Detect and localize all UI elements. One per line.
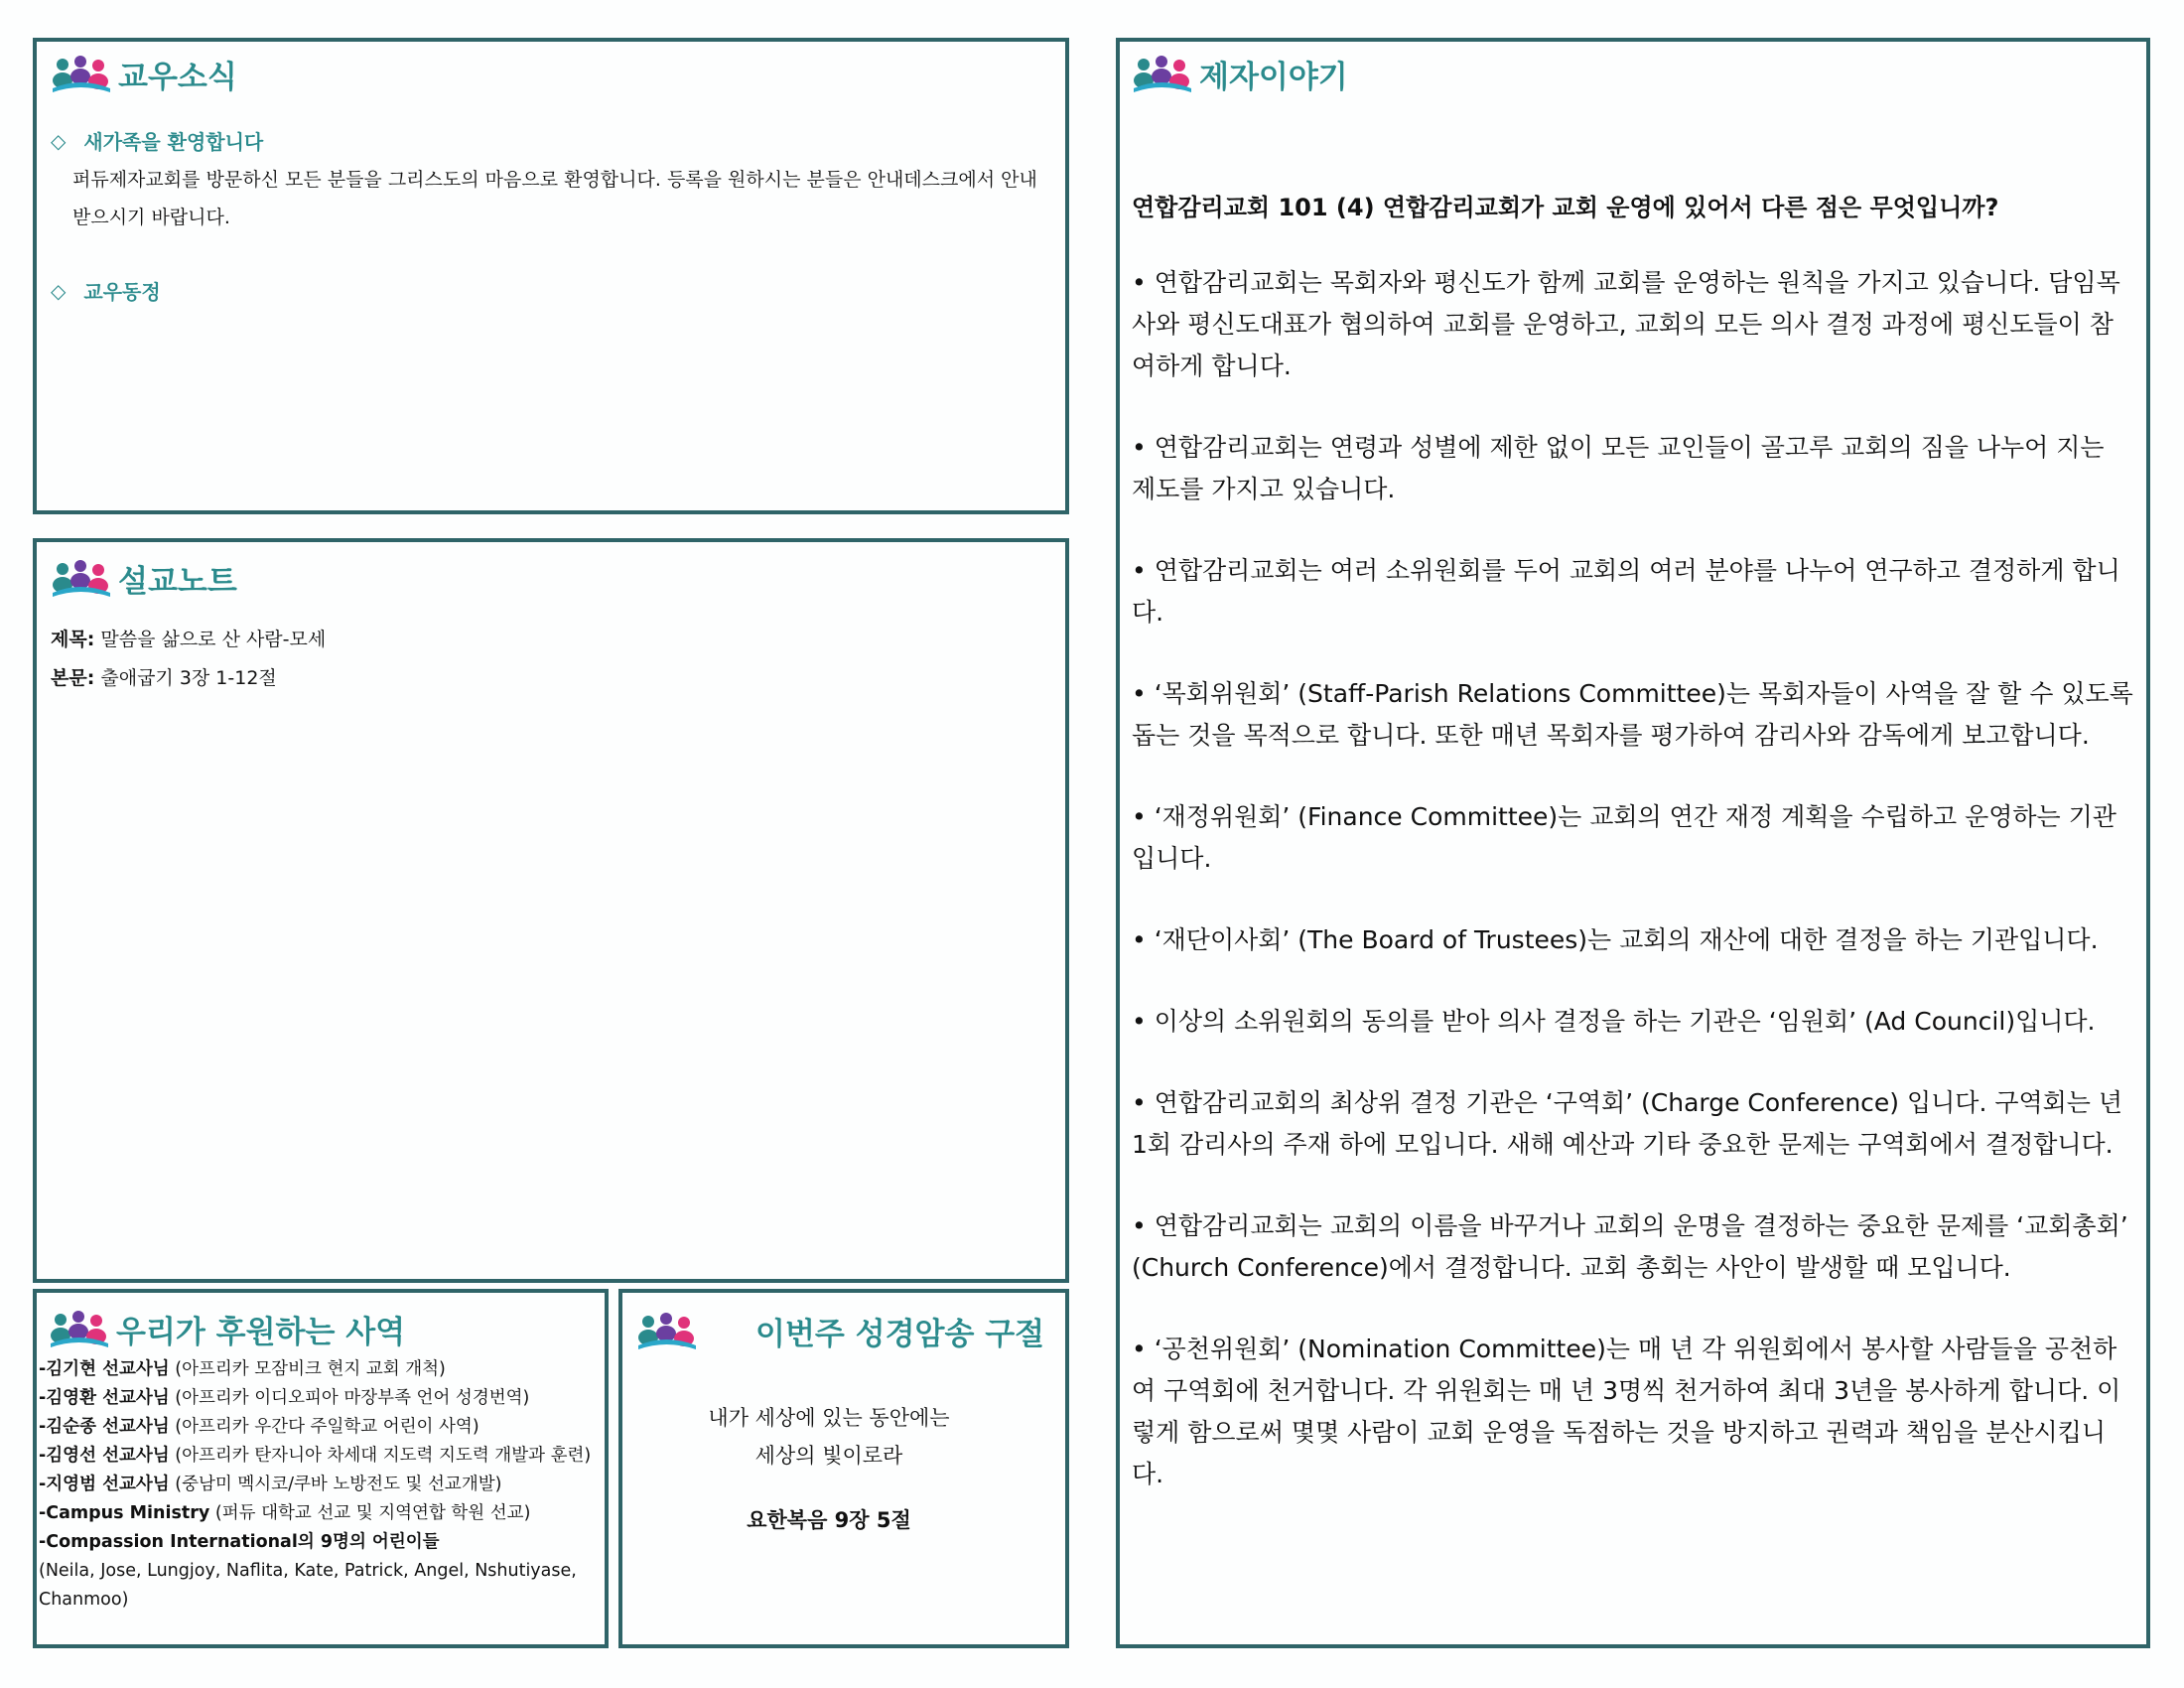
list-item: -김영선 선교사님 (아프리카 탄자니아 차세대 지도력 지도력 개발과 훈련) xyxy=(39,1446,592,1466)
sermon-subject xyxy=(51,621,1051,659)
sermon-subject-value: 말씀을 삶으로 산 사람-모세 xyxy=(100,629,327,650)
people-logo-icon xyxy=(636,1312,698,1351)
church-news-heading xyxy=(51,52,1051,96)
sermon-note-heading xyxy=(51,556,1051,601)
story-paragraph: • 연합감리교회는 연령과 성별에 제한 없이 모든 교인들이 골고루 교회의 짐을 나누어 지는 제도를 가지고 있습니다. xyxy=(1132,433,2105,503)
sermon-text xyxy=(51,659,1051,698)
welcome-heading xyxy=(51,126,1051,155)
people-logo-icon xyxy=(51,55,112,94)
ministries-heading xyxy=(37,1307,605,1351)
story-paragraph: • ‘목회위원회’ (Staff-Parish Relations Committee)는 목회자들이 사역을 잘 할 수 있도록 돕는 것을 목적으로 합니다. 또한 매년 목회자를 평가하여 감리사와 감독에게 보고합니다. xyxy=(1132,679,2133,750)
memory-verse-text xyxy=(636,1399,1051,1475)
memory-verse-heading xyxy=(636,1309,1051,1353)
verse-line-1: 내가 세상에 있는 동안에는 xyxy=(708,1406,950,1430)
story-paragraph: • 연합감리교회의 최상위 결정 기관은 ‘구역회’ (Charge Conference) 입니다. 구역회는 년 1회 감리사의 주재 하에 모입니다. 새해 예산과 기타 중요한 문제는 구역회에서 결정합니다. xyxy=(1132,1088,2123,1159)
list-item: -김기현 선교사님 (아프리카 모잠비크 현지 교회 개척) xyxy=(39,1359,446,1379)
sermon-note-panel xyxy=(33,538,1069,1283)
sermon-subject-label: 제목: xyxy=(51,629,95,650)
list-item: -김영환 선교사님 (아프리카 이디오피아 마장부족 언어 성경번역) xyxy=(39,1388,530,1408)
church-news-panel xyxy=(33,38,1069,514)
people-logo-icon xyxy=(1132,55,1193,94)
verse-line-2: 세상의 빛이로라 xyxy=(754,1444,903,1468)
story-paragraph: • ‘공천위원회’ (Nomination Committee)는 매 년 각 위원회에서 봉사할 사람들을 공천하여 구역회에 천거합니다. 각 위원회는 매 년 3명씩 천거하여 최대 3년을 봉사하게 합니다. 이렇게 함으로써 몇몇 사람이 교회 운영을 독점하는 것을 방지하고 권력과 책임을 분산시킵니다. xyxy=(1132,1335,2121,1488)
story-subtitle: 연합감리교회 101 (4) 연합감리교회가 교회 운영에 있어서 다른 점은 무엇입니까? xyxy=(1132,194,1999,221)
story-paragraph: • 연합감리교회는 목회자와 평신도가 함께 교회를 운영하는 원칙을 가지고 있습니다. 담임목사와 평신도대표가 협의하여 교회를 운영하고, 교회의 모든 의사 결정 과정에 평신도들이 참여하게 합니다. xyxy=(1132,268,2120,380)
story-paragraph: • ‘재단이사회’ (The Board of Trustees)는 교회의 재산에 대한 결정을 하는 기관입니다. xyxy=(1132,925,2099,954)
memory-verse-panel xyxy=(618,1289,1069,1648)
list-item: -Campus Ministry (퍼듀 대학교 선교 및 지역연합 학원 선교) xyxy=(39,1503,531,1523)
list-item: -지영범 선교사님 (중남미 멕시코/쿠바 노방전도 및 선교개발) xyxy=(39,1475,502,1494)
list-item: -김순종 선교사님 (아프리카 우간다 주일학교 어린이 사역) xyxy=(39,1417,479,1437)
welcome-heading-text: 새가족을 환영합니다 xyxy=(83,130,264,154)
disciple-story-title: 제자이야기 xyxy=(1199,60,1348,95)
story-paragraph: • 연합감리교회는 교회의 이름을 바꾸거나 교회의 운명을 결정하는 중요한 문제를 ‘교회총회’ (Church Conference)에서 결정합니다. 교회 총회는 사안이 발생할 때 모입니다. xyxy=(1132,1211,2128,1282)
list-item: -Compassion International의 9명의 어린이들 xyxy=(39,1532,440,1552)
story-paragraph: • ‘재정위원회’ (Finance Committee)는 교회의 연간 재정 계획을 수립하고 운영하는 기관입니다. xyxy=(1132,802,2116,873)
people-logo-icon xyxy=(51,559,112,599)
disciple-story-heading xyxy=(1132,52,2134,96)
ministries-title: 우리가 후원하는 사역 xyxy=(116,1315,406,1350)
sermon-text-value: 출애굽기 3장 1-12절 xyxy=(100,667,277,689)
member-updates-text: 교우동정 xyxy=(83,280,161,304)
diamond-bullet-icon: ◇ xyxy=(51,278,67,303)
story-paragraph: • 연합감리교회는 여러 소위원회를 두어 교회의 여러 분야를 나누어 연구하고 결정하게 합니다. xyxy=(1132,556,2120,627)
memory-verse-title: 이번주 성경암송 구절 xyxy=(755,1317,1045,1352)
sermon-note-title: 설교노트 xyxy=(118,564,237,600)
children-names: (Neila, Jose, Lungjoy, Naflita, Kate, Patrick, Angel, Nshutiyase, Chanmoo) xyxy=(39,1561,577,1610)
story-paragraph: • 이상의 소위원회의 동의를 받아 의사 결정을 하는 기관은 ‘임원회’ (Ad Council)입니다. xyxy=(1132,1007,2096,1036)
member-updates-heading xyxy=(51,276,1051,305)
verse-reference: 요한복음 9장 5절 xyxy=(747,1508,911,1532)
welcome-text: 퍼듀제자교회를 방문하신 모든 분들을 그리스도의 마음으로 환영합니다. 등록을 원하시는 분들은 안내데스크에서 안내받으시기 바랍니다. xyxy=(72,169,1037,228)
sermon-text-label: 본문: xyxy=(51,667,95,689)
people-logo-icon xyxy=(49,1310,110,1349)
disciple-story-panel xyxy=(1116,38,2150,1648)
church-news-title: 교우소식 xyxy=(118,60,237,95)
diamond-bullet-icon: ◇ xyxy=(51,128,67,153)
supported-ministries-panel xyxy=(33,1289,609,1648)
